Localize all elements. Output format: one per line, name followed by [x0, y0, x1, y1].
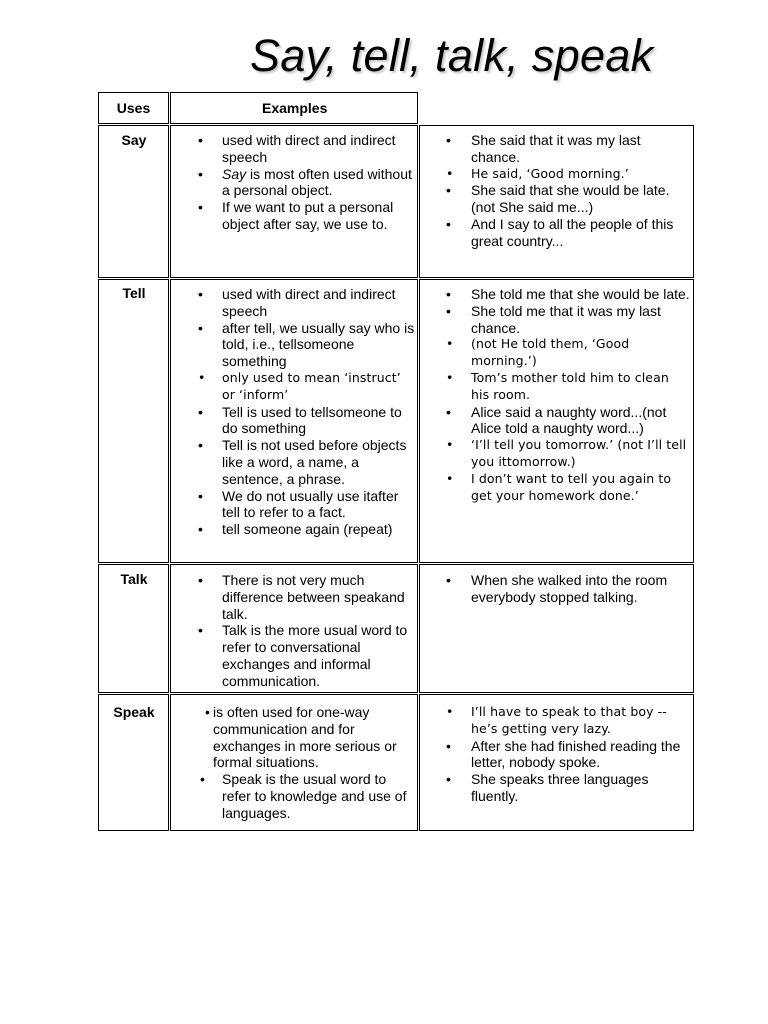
- tell-use-item: • used with direct and indirect speech: [197, 286, 415, 320]
- say-example-item: • She said that she would be late. (not She said me...): [445, 182, 691, 216]
- talk-example-item: • When she walked into the room everybody stopped talking.: [445, 572, 691, 606]
- talk-use-item: • There is not very much difference between speakand talk.: [197, 572, 415, 622]
- tell-uses-list: [197, 286, 415, 538]
- speak-label: Speak: [113, 704, 155, 720]
- speak-uses-list: [199, 704, 415, 822]
- tell-use-item: • We do not usually use itafter tell to refer to a fact.: [197, 488, 415, 522]
- speak-example-item: • She speaks three languages fluently.: [445, 771, 691, 805]
- tell-example-item: • I don’t want to tell you again to get your homework done.’: [445, 471, 691, 505]
- say-use-item: • Say is most often used without a personal object.: [197, 166, 415, 200]
- header-uses-label: Uses: [116, 100, 151, 116]
- speak-examples-list: [445, 704, 691, 805]
- tell-label-cell: [98, 279, 169, 563]
- say-example-item: • He said, ‘Good morning.’: [445, 166, 691, 183]
- say-use-item: • If we want to put a personal object after say, we use to.: [197, 199, 415, 233]
- tell-use-item: • tell someone again (repeat): [197, 521, 415, 538]
- say-uses-list: [197, 132, 415, 233]
- page-title: Say, tell, talk, speak: [250, 30, 654, 81]
- tell-example-item: • ‘I’ll tell you tomorrow.’ (not I’ll tell you ittomorrow.): [445, 437, 691, 471]
- tell-use-item: • Tell is not used before objects like a word, a name, a sentence, a phrase.: [197, 437, 415, 487]
- tell-example-item: • Alice said a naughty word...(not Alice told a naughty word...): [445, 404, 691, 438]
- say-examples-list: [445, 132, 691, 250]
- talk-uses-list: [197, 572, 415, 690]
- tell-use-item: • after tell, we usually say who is told, i.e., tellsomeone something: [197, 320, 415, 370]
- talk-label: Talk: [120, 571, 148, 587]
- header-examples-label: Examples: [262, 100, 328, 116]
- tell-use-item: • Tell is used to tellsomeone to do something: [197, 404, 415, 438]
- tell-example-item: • Tom’s mother told him to clean his room.: [445, 370, 691, 404]
- say-example-item: • And I say to all the people of this great country...: [445, 216, 691, 250]
- say-label: Say: [121, 132, 147, 148]
- talk-use-item: • Talk is the more usual word to refer to conversational exchanges and informal communication.: [197, 622, 415, 689]
- say-use-item: • used with direct and indirect speech: [197, 132, 415, 166]
- tell-example-item: • She told me that it was my last chance.: [445, 303, 691, 337]
- tell-label: Tell: [122, 285, 146, 301]
- tell-examples-list: [445, 286, 691, 504]
- say-example-item: • She said that it was my last chance.: [445, 132, 691, 166]
- speak-use-item: • Speak is the usual word to refer to knowledge and use of languages.: [199, 771, 415, 821]
- speak-example-item: • I’ll have to speak to that boy -- he’s getting very lazy.: [445, 704, 691, 738]
- speak-example-item: • After she had finished reading the letter, nobody spoke.: [445, 738, 691, 772]
- say-use-item-text: is most often used without a personal object.: [222, 165, 412, 199]
- tell-example-item: • (not He told them, ‘Good morning.’): [445, 336, 691, 370]
- talk-examples-list: [445, 572, 691, 606]
- speak-use-item: • is often used for one-way communication and for exchanges in more serious or formal situations.: [199, 704, 415, 771]
- tell-use-item: • only used to mean ‘instruct’ or ‘inform’: [197, 370, 415, 404]
- tell-example-item: • She told me that she would be late.: [445, 286, 691, 303]
